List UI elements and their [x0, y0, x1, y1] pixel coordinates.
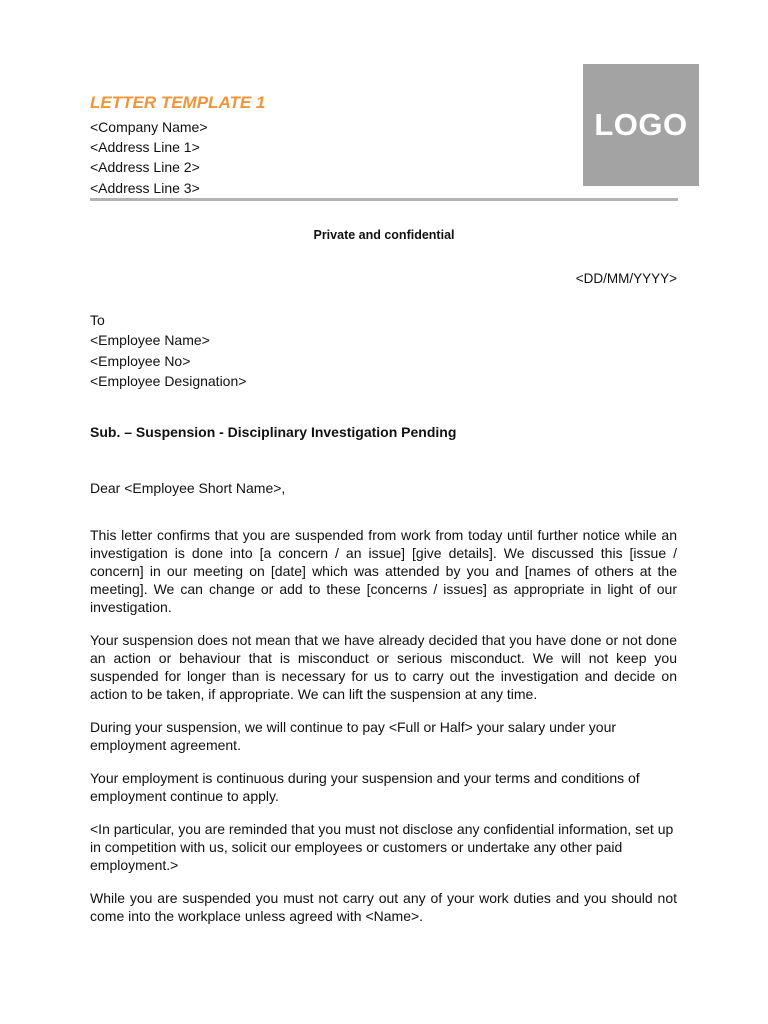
company-name: <Company Name> — [90, 119, 208, 135]
employee-number: <Employee No> — [90, 352, 191, 369]
confidentiality-notice: Private and confidential — [313, 228, 455, 242]
address-line-1: <Address Line 1> — [90, 139, 200, 156]
body-paragraph: While you are suspended you must not carry out any of your work duties and you should not come into the workplace unless agreed with <Name>. — [90, 890, 677, 924]
letter-title: LETTER TEMPLATE 1 — [90, 93, 266, 112]
salutation: Dear <Employee Short Name>, — [90, 480, 286, 496]
address-line-2: <Address Line 2> — [90, 159, 200, 176]
employee-designation: <Employee Designation> — [90, 372, 247, 389]
body-paragraph: During your suspension, we will continue to pay <Full or Half> your salary under your employment agreement. — [90, 719, 617, 753]
logo-label: LOGO — [594, 107, 688, 142]
body-paragraph: <In particular, you are reminded that you must not disclose any confidential information, set up in competition with us, solicit our employees or customers or undertake any other paid employment.> — [90, 821, 674, 873]
body-paragraph: Your employment is continuous during your suspension and your terms and conditions of employment continue to apply. — [90, 770, 640, 804]
address-line-3: <Address Line 3> — [90, 179, 200, 196]
sender-address-block — [90, 117, 208, 198]
recipient-block — [90, 310, 246, 391]
letter-date: <DD/MM/YYYY> — [575, 271, 677, 286]
letter-body — [90, 526, 677, 940]
employee-name: <Employee Name> — [90, 332, 210, 349]
logo-placeholder — [583, 64, 699, 186]
to-label: To — [90, 312, 105, 328]
body-paragraph: This letter confirms that you are suspended from work from today until further notice while an investigation is done into [a concern / an issue] [give details]. We discussed this [issue / concern] in our meeting on [date] which was attended by you and [names of others at the meeting]. We can change or add to these [concerns / issues] as appropriate in light of our investigation. — [90, 527, 677, 615]
header-divider — [90, 198, 678, 201]
body-paragraph: Your suspension does not mean that we have already decided that you have done or not done an action or behaviour that is misconduct or serious misconduct. We will not keep you suspended for longer than is necessary for us to carry out the investigation and decide on action to be taken, if appropriate. We can lift the suspension at any time. — [90, 632, 677, 702]
subject-line: Sub. – Suspension - Disciplinary Investigation Pending — [90, 424, 457, 440]
